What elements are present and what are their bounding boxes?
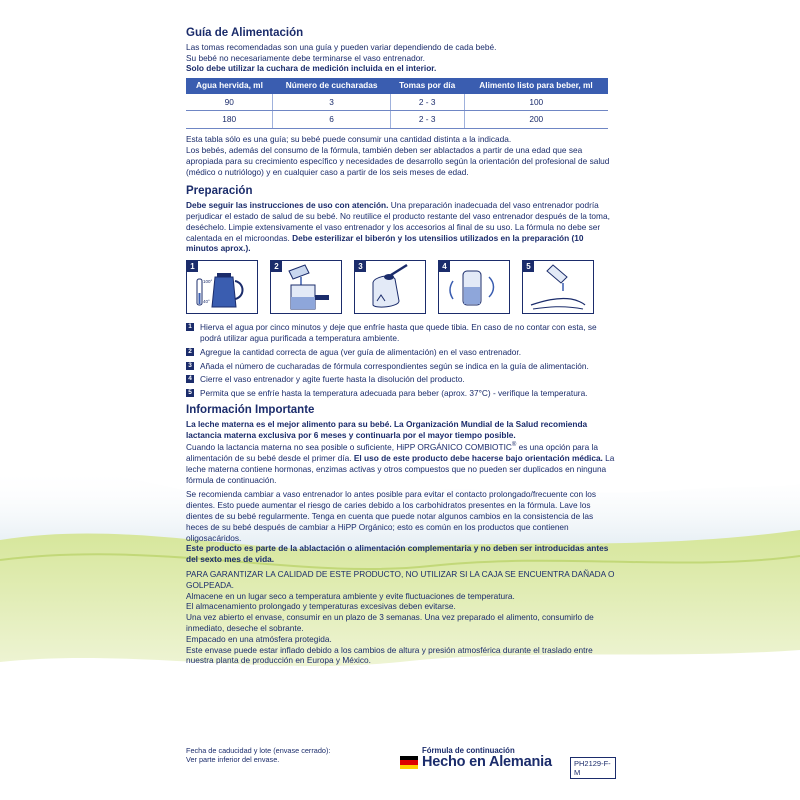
complementary-feeding-warning: Este producto es parte de la ablactación o alimentación complementaria y no deben ser introducidas antes del sexto mes de vida. (186, 543, 609, 565)
preparation-steps-illustrations (186, 260, 616, 314)
step-5-check-temperature (522, 260, 594, 314)
table-cell: 2 - 3 (390, 94, 464, 111)
feeding-guide-line-2: Su bebé no necesariamente debe terminarse el vaso entrenador. (186, 52, 425, 63)
thermo-top-label: 100° (203, 279, 213, 285)
feeding-table-header (186, 78, 608, 94)
expiry-line-2: Ver parte inferior del envase. (186, 755, 280, 764)
instruction-number: 4 (186, 375, 194, 383)
preparation-paragraph (186, 200, 616, 254)
step-3-add-scoops (354, 260, 426, 314)
step-number: 5 (523, 261, 534, 272)
product-type-label: Fórmula de continuación (422, 746, 515, 755)
prep-warning-bold: Debe seguir las instrucciones de uso con atención. (186, 200, 389, 211)
table-note: Esta tabla sólo es una guía; su bebé puede consumir una cantidad distinta a la indicada. (186, 134, 512, 145)
step-number: 2 (271, 261, 282, 272)
prep-sterilize-bold: Debe esterilizar el biberón y los utensilios utilizados en la preparación (10 minutos aprox.). (186, 232, 584, 254)
scoop-icon (355, 261, 425, 313)
step-number: 4 (439, 261, 450, 272)
instruction-number: 2 (186, 348, 194, 356)
table-cell: 3 (273, 94, 390, 111)
instruction-step (186, 388, 616, 399)
prep-warning-text: Una preparación inadecuada del vaso entrenador podría perjudicar el estado de salud de su bebé. No reutilice el producto restante del vaso entrenador después de la toma, deséchelo. Limpie extensivamente el vaso entrenador y los accesorios al final de su uso. La fórmula no debe ser calentada en el microondas. (186, 200, 610, 243)
step-2-add-water (270, 260, 342, 314)
combiotic-paragraph (186, 440, 616, 485)
table-cell: 90 (186, 94, 273, 111)
product-code-badge: PH2129-F-M (570, 757, 616, 779)
preparation-title: Preparación (186, 185, 253, 198)
instruction-text: Agregue la cantidad correcta de agua (ver guía de alimentación) en el vaso entrenador. (200, 346, 522, 357)
header-ready: Alimento listo para beber, ml (464, 78, 608, 94)
instruction-number: 5 (186, 389, 194, 397)
registered-mark: ® (511, 442, 517, 449)
medical-guidance-bold: El uso de este producto debe hacerse bajo orientación médica. (353, 452, 603, 463)
feeding-guide-title: Guía de Alimentación (186, 27, 304, 39)
inflation-note: Este envase puede estar inflado debido a los cambios de altura y presión atmosférica durante el traslado entre nuestra planta de producción en Europa y México. (186, 644, 593, 666)
instruction-step (186, 322, 616, 344)
expiry-line-1: Fecha de caducidad y lote (envase cerrado): (186, 746, 331, 755)
combiotic-text-b: es una opción para la alimentación de su bebé desde el primer día. (186, 442, 598, 463)
storage-warning: El almacenamiento prolongado y temperaturas excesivas deben evitarse. (186, 601, 456, 612)
shake-cup-icon (439, 261, 509, 313)
instruction-step (186, 361, 616, 372)
made-in-germany-label: Hecho en Alemania (422, 754, 552, 770)
cup-recommendation: Se recomienda cambiar a vaso entrenador lo antes posible para evitar el contacto prolongado/frecuente con los dientes. Esto puede aumentar el riesgo de caries debido a los carbohidratos presentes en la fórmula. Lave los dientes de su bebé regularmente. Tenga en cuenta que puede notar algunos cambios en la consistencia de las heces de su bebé después de cambiar a HiPP Orgánico; esto es común en los productos que contienen oligosacáridos. (186, 489, 597, 543)
breastfeeding-statement: La leche materna es el mejor alimento para su bebé. La Organización Mundial de la Salud recomienda lactancia materna exclusiva por 6 meses y continuarla por el mayor tiempo posible. (186, 418, 588, 440)
instruction-text: Hierva el agua por cinco minutos y deje que enfríe hasta que quede tibia. En caso de no contar con esta, se podrá utilizar agua purificada a temperatura ambiente. (200, 322, 597, 344)
combiotic-text-a: Cuando la lactancia materna no sea posible o suficiente, HiPP ORGÁNICO COMBIOTIC (186, 442, 512, 453)
instruction-number: 1 (186, 323, 194, 331)
thermo-bottom-label: 40° (203, 299, 210, 305)
expiry-info (186, 746, 386, 764)
weaning-note: Los bebés, además del consumo de la fórmula, también deben ser ablactados a partir de una edad que sea apropiada para su crecimiento específico y necesidades de desarrollo según la orientación del profesional de salud (médico o nutriólogo) y en cualquier caso a partir de los seis meses de edad. (186, 145, 610, 177)
table-cell: 200 (464, 111, 608, 129)
step-1-boil-water (186, 260, 258, 314)
step-number: 1 (187, 261, 198, 272)
feeding-guide-line-3: Solo debe utilizar la cuchara de medición incluida en el interior. (186, 63, 437, 74)
instruction-number: 3 (186, 362, 194, 370)
step-4-shake (438, 260, 510, 314)
step-number: 3 (355, 261, 366, 272)
label-content (186, 22, 616, 666)
wrist-test-icon (523, 261, 593, 313)
quality-warning: PARA GARANTIZAR LA CALIDAD DE ESTE PRODUCTO, NO UTILIZAR SI LA CAJA SE ENCUENTRA DAÑADA O GOLPEADA. (186, 568, 615, 590)
table-cell: 180 (186, 111, 273, 129)
storage-note: Almacene en un lugar seco a temperatura ambiente y evite fluctuaciones de temperatura. (186, 590, 515, 601)
table-row (186, 111, 608, 129)
instruction-text: Cierre el vaso entrenador y agite fuerte hasta la disolución del producto. (200, 374, 465, 385)
kettle-icon (187, 261, 257, 313)
instruction-text: Permita que se enfríe hasta la temperatura adecuada para beber (aprox. 37°C) - verifique la temperatura. (200, 388, 588, 399)
german-flag-icon (400, 756, 418, 769)
packaging-note: Empacado en una atmósfera protegida. (186, 633, 332, 644)
important-info-title: Información Importante (186, 404, 315, 417)
table-cell: 100 (464, 94, 608, 111)
instruction-text: Añada el número de cucharadas de fórmula correspondientes según se indica en la guía de alimentación. (200, 360, 589, 371)
header-water: Agua hervida, ml (186, 78, 273, 94)
pour-water-icon (271, 261, 341, 313)
table-row (186, 94, 608, 111)
table-cell: 2 - 3 (390, 111, 464, 129)
instruction-step (186, 347, 616, 358)
combiotic-text-c: La leche materna contiene hormonas, enzimas activas y otros compuestos que no pueden ser duplicados en ninguna fórmula de continuación. (186, 452, 615, 485)
table-cell: 6 (273, 111, 390, 129)
feeding-table (186, 78, 608, 129)
header-feeds: Tomas por día (390, 78, 464, 94)
instruction-step (186, 374, 616, 385)
header-scoops: Número de cucharadas (273, 78, 390, 94)
feeding-guide-line-1: Las tomas recomendadas son una guía y pueden variar dependiendo de cada bebé. (186, 41, 497, 52)
consumption-note: Una vez abierto el envase, consumir en un plazo de 3 semanas. Una vez preparado el alimento, consumirlo de inmediato, deseche el sobrante. (186, 612, 594, 633)
